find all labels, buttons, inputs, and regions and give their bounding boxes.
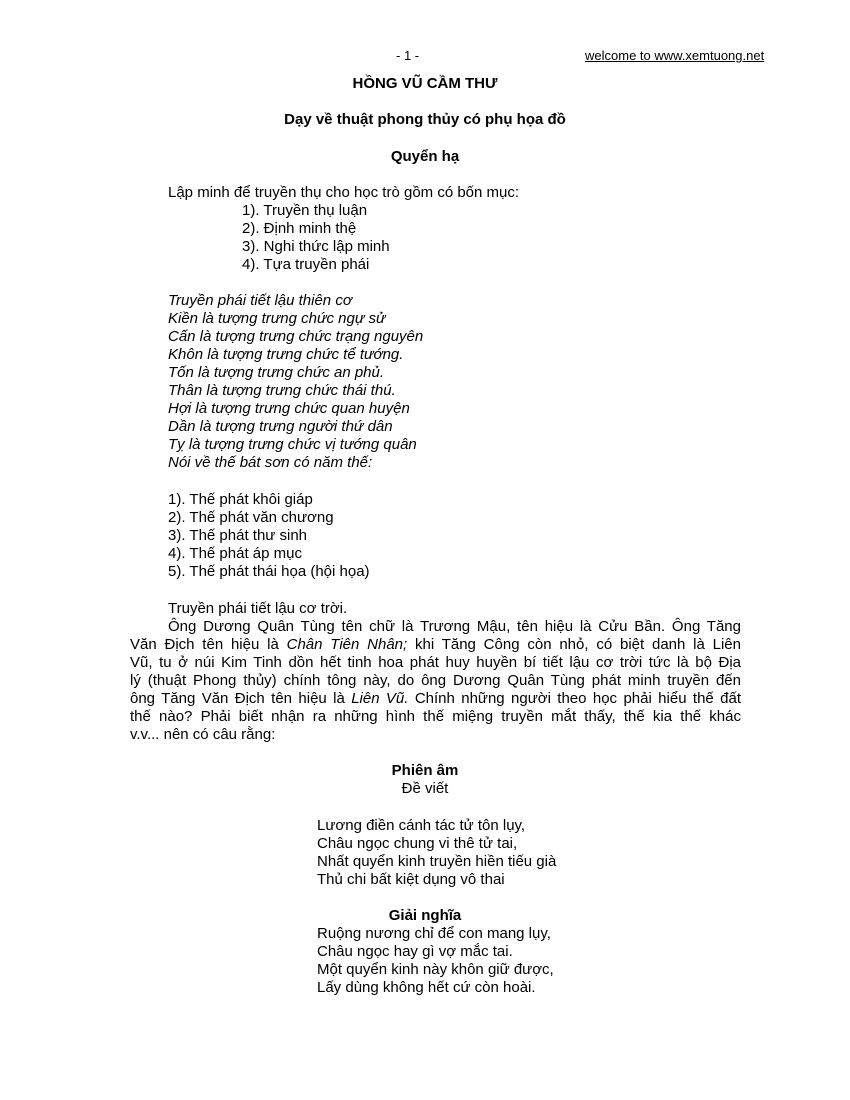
giai-nghia-heading: Giải nghĩa [388, 907, 462, 924]
the-item: 3). Thế phát thư sinh [168, 527, 308, 544]
italic-line: Thân là tượng trưng chức thái thú. [168, 382, 396, 399]
paragraph-lead: Truyền phái tiết lậu cơ trời. [168, 600, 348, 617]
giai-nghia-verse [317, 925, 554, 997]
page-number: - 1 - [396, 48, 420, 63]
phien-am-subheading: Đề viết [401, 780, 449, 797]
verse-line: Nhất quyển kinh truyền hiền tiếu già [317, 853, 557, 870]
the-item: 1). Thế phát khôi giáp [168, 491, 313, 508]
verse-line: Lương điền cánh tác tử tôn lụy, [317, 817, 526, 834]
verse-line: Lấy dùng không hết cứ còn hoài. [317, 979, 536, 996]
the-item: 4). Thế phát áp mục [168, 545, 302, 562]
italic-name: Chân Tiên Nhân; [286, 636, 408, 653]
volume-title: Quyển hạ [390, 148, 460, 165]
verse-line: Châu ngọc hay gì vợ mắc tai. [317, 943, 513, 960]
paragraph-line: v.v... nên có câu rằng: [130, 726, 276, 743]
the-item: 2). Thế phát văn chương [168, 509, 334, 526]
paragraph-line: lý (thuật Phong thủy) chính tông này, do ông Dương Quân Tùng phát minh truyền đến [130, 672, 741, 689]
paragraph-line [130, 690, 741, 708]
paragraph-line: Vũ, tu ở núi Kim Tinh dồn hết tinh hoa phát huy huyền bí tiết lậu cơ trời tức là bộ Địa [130, 654, 741, 671]
verse-line: Thủ chi bất kiệt dụng vô thai [317, 871, 505, 888]
italic-line: Dần là tượng trưng người thứ dân [168, 418, 393, 435]
the-list [168, 491, 370, 581]
intro-lead: Lập minh để truyền thụ cho học trò gồm có bốn mục: [168, 184, 520, 201]
italic-verse [168, 292, 423, 472]
phien-am-verse [317, 817, 556, 889]
site-link[interactable]: welcome to www.xemtuong.net [585, 48, 765, 63]
main-title: HỒNG VŨ CẦM THƯ [352, 75, 498, 92]
text-run: Chính những người theo học phải hiểu thế đất [408, 690, 741, 707]
verse-line: Một quyển kinh này khôn giữ được, [317, 961, 554, 978]
paragraph-line [130, 636, 741, 654]
phien-am-heading: Phiên âm [391, 762, 459, 779]
italic-line: Truyền phái tiết lậu thiên cơ [168, 292, 352, 309]
text-run: ông Tăng Văn Địch tên hiệu là [130, 690, 352, 707]
italic-line: Cấn là tượng trưng chức trạng nguyên [168, 328, 424, 345]
italic-line: Tỵ là tượng trưng chức vị tướng quân [168, 436, 417, 453]
paragraph-line: Ông Dương Quân Tùng tên chữ là Trương Mậu, tên hiệu là Cửu Bần. Ông Tăng [168, 618, 741, 635]
the-item: 5). Thế phát thái họa (hội họa) [168, 563, 370, 580]
subtitle: Dạy về thuật phong thủy có phụ họa đồ [284, 111, 566, 128]
intro-item: 1). Truyền thụ luận [242, 202, 368, 219]
intro-item: 4). Tựa truyền phái [242, 256, 370, 273]
verse-line: Ruộng nương chỉ để con mang lụy, [317, 925, 551, 942]
italic-line: Nói về thế bát sơn có năm thế: [168, 454, 373, 471]
italic-line: Khôn là tượng trưng chức tể tướng. [168, 346, 404, 363]
text-run: Văn Địch tên hiệu là [130, 636, 287, 653]
intro-item: 3). Nghi thức lập minh [242, 238, 390, 255]
verse-line: Châu ngọc chung vi thê tử tai, [317, 835, 518, 852]
italic-line: Tốn là tượng trưng chức an phủ. [168, 364, 385, 381]
text-run: khi Tăng Công còn nhỏ, có biệt danh là Liên [407, 636, 741, 653]
italic-line: Hợi là tượng trưng chức quan huyện [168, 400, 410, 417]
intro-item: 2). Định minh thệ [242, 220, 357, 237]
paragraph-line: thế nào? Phải biết nhận ra những hình thế miệng truyền mắt thấy, thế kia thế khác [130, 708, 741, 725]
body-paragraph [130, 618, 741, 744]
intro-list [242, 202, 390, 274]
italic-name: Liên Vũ. [351, 690, 409, 707]
italic-line: Kiền là tượng trưng chức ngự sử [168, 310, 386, 327]
